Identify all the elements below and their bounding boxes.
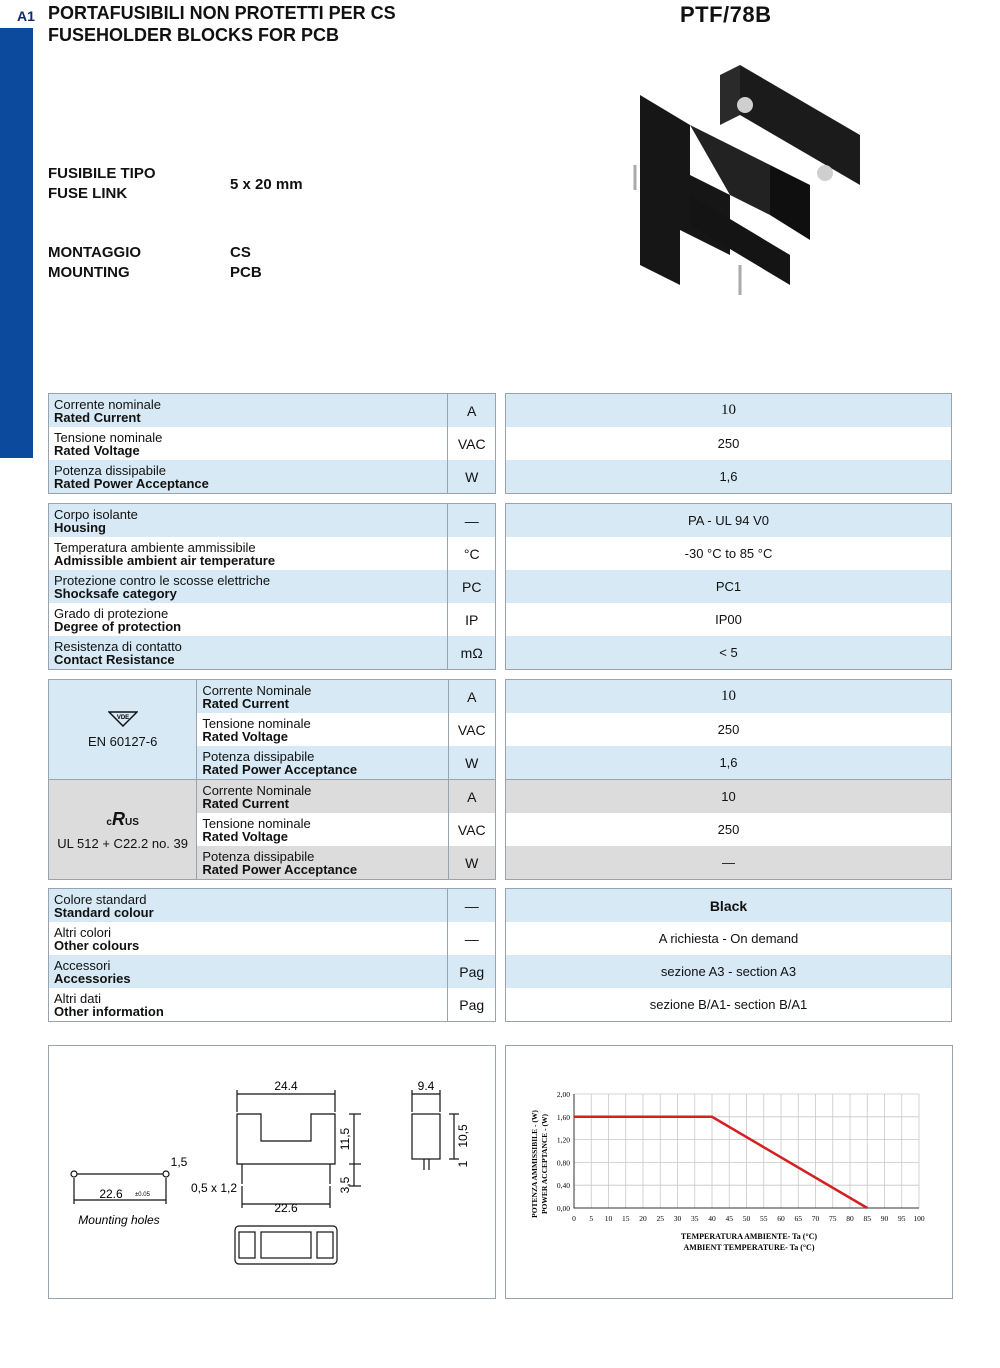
- section-code: A1: [17, 8, 35, 24]
- row-unit: °C: [463, 545, 480, 562]
- table-approvals-left: [48, 679, 496, 880]
- row-label-en: Rated Voltage: [54, 442, 140, 458]
- fuse-label-it: FUSIBILE TIPO: [48, 165, 156, 182]
- chart-x-tick-label: 100: [913, 1214, 925, 1223]
- row-label-en: Other information: [54, 1003, 164, 1019]
- row-label-en: Contact Resistance: [54, 651, 175, 667]
- dim-pin-pitch: 22.6: [274, 1201, 298, 1215]
- row-label-it: Accessori: [54, 957, 111, 973]
- chart-ylabel-it: POTENZA AMMISSIBILE - (W): [530, 1110, 539, 1218]
- mount-value-en: PCB: [230, 264, 262, 281]
- row-unit: mΩ: [460, 644, 483, 661]
- chart-x-tick-label: 0: [572, 1214, 576, 1223]
- dim-height-body: 11,5: [338, 1127, 352, 1151]
- chart-x-tick-label: 20: [639, 1214, 647, 1223]
- vde-logo-icon: [108, 711, 138, 727]
- vde-row-label-it: Potenza dissipabile: [202, 748, 315, 764]
- row-label-en: Admissible ambient air temperature: [54, 552, 276, 568]
- dim-hole-diameter: 1,5: [170, 1155, 188, 1169]
- chart-x-tick-label: 55: [760, 1214, 768, 1223]
- row-unit: —: [464, 897, 479, 914]
- row-unit: W: [465, 468, 479, 485]
- vde-row-label-en: Rated Power Acceptance: [202, 761, 358, 777]
- ul-logo-icon: cRUS: [106, 808, 139, 829]
- chart-x-tick-label: 25: [656, 1214, 664, 1223]
- ul-row-label-it: Potenza dissipabile: [202, 848, 315, 864]
- dim-width-side: 9.4: [417, 1079, 435, 1093]
- row-label-it: Protezione contro le scosse elettriche: [54, 572, 271, 588]
- dim-hole-tolerance: ±0.05: [135, 1192, 150, 1198]
- table-options-left: [48, 888, 496, 1022]
- row-value: 10: [721, 402, 736, 418]
- derating-chart-panel: [505, 1045, 953, 1299]
- row-value: sezione A3 - section A3: [660, 964, 797, 979]
- row-value: PA - UL 94 V0: [688, 513, 769, 528]
- row-label-it: Grado di protezione: [54, 605, 169, 621]
- chart-ticks: [557, 1090, 925, 1223]
- ul-row-label-en: Rated Power Acceptance: [202, 861, 358, 877]
- ul-standard: UL 512 + C22.2 no. 39: [57, 835, 188, 851]
- row-label-en: Degree of protection: [54, 618, 182, 634]
- chart-x-tick-label: 5: [589, 1214, 594, 1223]
- vde-value: 10: [721, 688, 736, 704]
- fuse-value: 5 x 20 mm: [230, 176, 303, 193]
- chart-x-tick-label: 65: [794, 1214, 802, 1223]
- row-label-en: Rated Current: [54, 409, 141, 425]
- row-unit: Pag: [459, 996, 485, 1013]
- row-unit: —: [464, 930, 479, 947]
- chart-x-tick-label: 80: [846, 1214, 854, 1223]
- dim-pin-section: 0,5 x 1,2: [190, 1181, 238, 1195]
- row-label-it: Altri dati: [54, 990, 101, 1006]
- vde-row-unit: A: [467, 688, 477, 705]
- ul-row-unit: A: [467, 788, 477, 805]
- chart-xlabel-it: TEMPERATURA AMBIENTE- Ta (°C): [680, 1232, 818, 1241]
- chart-x-tick-label: 35: [691, 1214, 699, 1223]
- row-unit: —: [464, 512, 479, 529]
- ul-value: —: [722, 855, 735, 870]
- row-value: Black: [709, 897, 748, 914]
- page-title: [48, 2, 396, 46]
- dimension-drawing: [49, 1046, 495, 1298]
- dim-pin-side: 1: [456, 1160, 470, 1168]
- chart-ylabel-en: POWER ACCEPTANCE - (W): [540, 1113, 549, 1215]
- row-label-en: Standard colour: [54, 904, 154, 920]
- vde-cell: [49, 680, 197, 780]
- chart-y-tick-label: 1,20: [556, 1135, 570, 1145]
- table-properties-left: [48, 503, 496, 670]
- row-unit: Pag: [459, 963, 485, 980]
- chart-x-tick-label: 40: [708, 1214, 716, 1223]
- svg-text:VDE: VDE: [116, 714, 129, 721]
- ul-row-unit: VAC: [457, 821, 486, 838]
- sidebar-stripe: [0, 28, 33, 458]
- ul-value: 10: [721, 789, 736, 804]
- table-approvals-right: [505, 679, 952, 880]
- row-value: PC1: [715, 579, 742, 594]
- mount-value: [230, 243, 262, 283]
- product-code: PTF/78B: [680, 2, 772, 27]
- chart-x-tick-label: 30: [673, 1214, 682, 1223]
- chart-x-tick-label: 90: [880, 1214, 889, 1223]
- mount-label: [48, 243, 141, 283]
- vde-row-unit: W: [465, 754, 479, 771]
- row-unit: A: [467, 402, 477, 419]
- row-value: IP00: [715, 612, 742, 627]
- dim-height-side: 10,5: [456, 1124, 470, 1148]
- row-label-en: Other colours: [54, 937, 140, 953]
- product-photo: [540, 45, 910, 365]
- vde-value: 250: [717, 722, 740, 737]
- derating-chart: [506, 1046, 952, 1298]
- chart-x-tick-label: 85: [863, 1214, 871, 1223]
- table-properties-right: [505, 503, 952, 670]
- ul-row-label-it: Corrente Nominale: [202, 782, 312, 798]
- row-unit: VAC: [457, 435, 486, 452]
- vde-standard: EN 60127-6: [87, 733, 158, 749]
- row-label-it: Corpo isolante: [54, 506, 138, 522]
- table-electrical-left: [48, 393, 496, 494]
- dim-pin-length: 3,5: [338, 1176, 352, 1194]
- chart-x-tick-label: 45: [725, 1214, 733, 1223]
- vde-row-unit: VAC: [457, 721, 486, 738]
- dimension-drawing-panel: [48, 1045, 496, 1299]
- vde-row-label-en: Rated Voltage: [202, 728, 289, 744]
- chart-grid: [574, 1094, 919, 1208]
- chart-xlabel-en: AMBIENT TEMPERATURE- Ta (°C): [683, 1243, 815, 1252]
- row-value: sezione B/A1- section B/A1: [649, 997, 808, 1012]
- table-electrical-right: [505, 393, 952, 494]
- chart-y-tick-label: 0,40: [556, 1181, 570, 1191]
- chart-x-tick-label: 95: [898, 1214, 906, 1223]
- row-label-it: Resistenza di contatto: [54, 638, 182, 654]
- chart-x-tick-label: 75: [829, 1214, 837, 1223]
- vde-row-label-it: Corrente Nominale: [202, 682, 312, 698]
- row-label-it: Temperatura ambiente ammissibile: [54, 539, 256, 555]
- row-value: A richiesta - On demand: [658, 931, 799, 946]
- ul-row-label-en: Rated Voltage: [202, 828, 289, 844]
- row-label-it: Tensione nominale: [54, 429, 163, 445]
- ul-row-unit: W: [465, 854, 479, 871]
- chart-y-tick-label: 0,80: [556, 1158, 570, 1168]
- row-label-it: Corrente nominale: [54, 396, 161, 412]
- chart-x-tick-label: 50: [742, 1214, 751, 1223]
- mount-label-it: MONTAGGIO: [48, 244, 142, 261]
- row-label-en: Accessories: [54, 970, 131, 986]
- ul-value: 250: [717, 822, 740, 837]
- row-label-en: Rated Power Acceptance: [54, 475, 209, 491]
- row-value: 1,6: [719, 469, 738, 484]
- row-label-it: Altri colori: [54, 924, 112, 940]
- row-value: -30 °C to 85 °C: [684, 546, 773, 561]
- dim-width-top: 24.4: [274, 1079, 298, 1093]
- row-unit: IP: [465, 611, 479, 628]
- chart-x-tick-label: 70: [811, 1214, 820, 1223]
- row-unit: PC: [462, 578, 482, 595]
- chart-y-tick-label: 0,00: [556, 1204, 570, 1213]
- fuse-label: [48, 164, 156, 204]
- row-value: < 5: [719, 645, 738, 660]
- title-italian: PORTAFUSIBILI NON PROTETTI PER CS: [48, 3, 396, 23]
- mount-label-en: MOUNTING: [48, 264, 130, 281]
- ul-row-label-it: Tensione nominale: [202, 815, 311, 831]
- row-label-it: Potenza dissipabile: [54, 462, 167, 478]
- fuse-label-en: FUSE LINK: [48, 185, 128, 202]
- vde-row-label-en: Rated Current: [202, 695, 289, 711]
- ul-cell: [49, 780, 197, 880]
- chart-y-tick-label: 2,00: [556, 1090, 570, 1099]
- table-options-right: [505, 888, 952, 1022]
- mount-value-it: CS: [230, 244, 251, 261]
- row-value: 250: [717, 436, 740, 451]
- title-english: FUSEHOLDER BLOCKS FOR PCB: [48, 25, 340, 45]
- dim-hole-pitch: 22.6: [99, 1187, 123, 1201]
- row-label-en: Shocksafe category: [54, 585, 177, 601]
- row-label-en: Housing: [54, 519, 106, 535]
- mounting-holes-label: Mounting holes: [78, 1213, 160, 1227]
- vde-value: 1,6: [719, 755, 738, 770]
- chart-y-tick-label: 1,60: [556, 1112, 570, 1122]
- chart-x-tick-label: 10: [604, 1214, 613, 1223]
- chart-x-tick-label: 60: [777, 1214, 785, 1223]
- chart-x-tick-label: 15: [622, 1214, 630, 1223]
- row-label-it: Colore standard: [54, 891, 147, 907]
- ul-row-label-en: Rated Current: [202, 795, 289, 811]
- vde-row-label-it: Tensione nominale: [202, 715, 311, 731]
